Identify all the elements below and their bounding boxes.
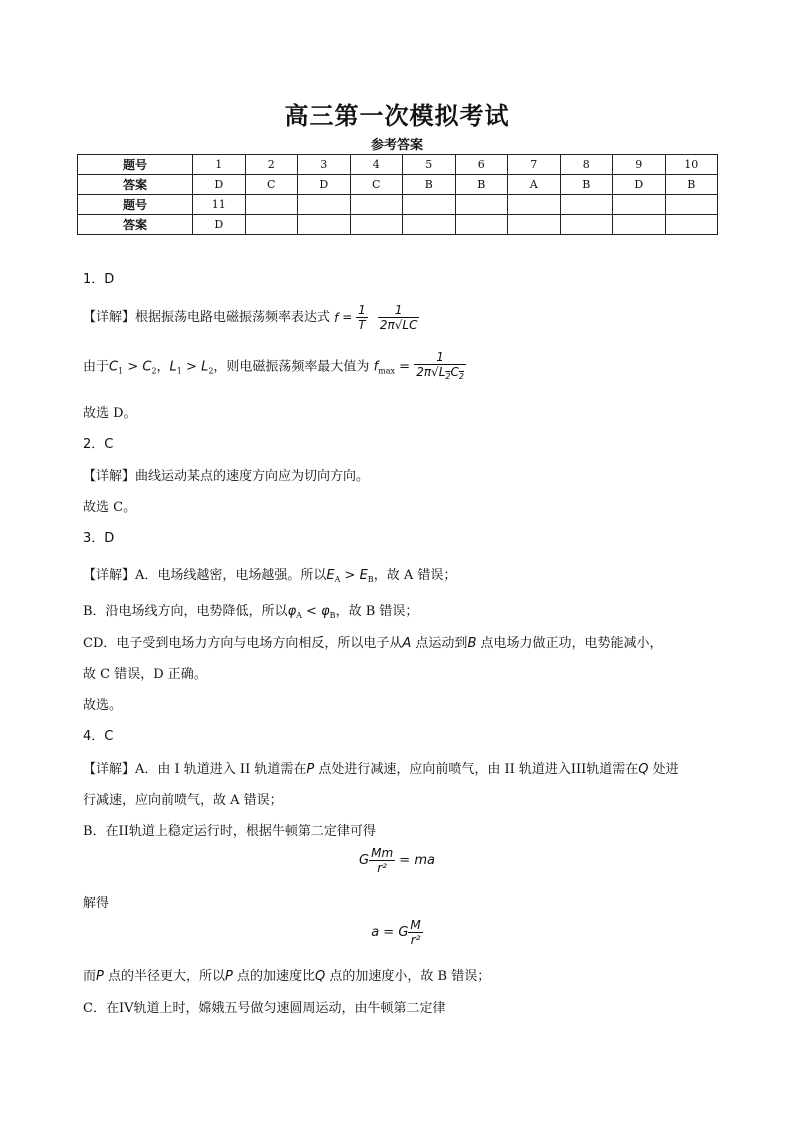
table-cell: 2 <box>245 155 298 175</box>
fraction: $\frac{Mm}{\text{r²}}$ <box>371 846 394 875</box>
q2-conclusion: 故选 C。 <box>83 500 137 515</box>
table-cell: C <box>245 175 298 195</box>
q1-explanation-2: 由于$C_1 > C_2$，$L_1 > L_2$，则电磁振荡频率最大值为 $f_{max}$ = $\frac{1}{2\pi√L_2C_2}$ <box>83 350 466 384</box>
q4-option-c: C．在IV轨道上时，嫦娥五号做匀速圆周运动，由牛顿第二定律 <box>83 1001 446 1016</box>
page-subtitle: 参考答案 <box>370 138 423 153</box>
table-row <box>78 175 718 195</box>
q3-text-cd2: 点运动到 <box>415 636 468 651</box>
q3-detail-tag: 【详解】 <box>83 568 136 583</box>
table-cell <box>613 195 666 215</box>
table-cell <box>665 195 718 215</box>
table-cell: B <box>455 175 508 195</box>
q3-text-cd3: 点电场力做正功，电势能减小， <box>480 636 663 651</box>
q2-text: 曲线运动某点的速度方向应为切向方向。 <box>135 469 370 484</box>
table-cell: 4 <box>350 155 403 175</box>
q3-option-cd: CD．电子受到电场力方向与电场方向相反，所以电子从A 点运动到B 点电场力做正功，电势能减小， <box>83 636 663 651</box>
table-cell: 5 <box>403 155 456 175</box>
table-row <box>78 155 718 175</box>
q4-text-a2: 点处进行减速，应向前喷气，由 II 轨道进入III轨道需在 <box>318 762 639 777</box>
table-cell: D <box>298 175 351 195</box>
table-cell: B <box>665 175 718 195</box>
q4-option-a: 【详解】A．由 I 轨道进入 II 轨道需在P 点处进行减速，应向前喷气，由 II 轨道进入III轨道需在Q 处进 <box>83 762 679 777</box>
table-cell: 7 <box>508 155 561 175</box>
q4-option-b: B．在II轨道上稳定运行时，根据牛顿第二定律可得 <box>83 824 376 839</box>
q4-detail-tag: 【详解】 <box>83 762 136 777</box>
table-cell: C <box>350 175 403 195</box>
table-cell <box>665 215 718 235</box>
table-cell: 6 <box>455 155 508 175</box>
q4-text-b3c: 点的加速度比 <box>237 969 316 984</box>
q4-equation-accel: a = G $\frac{M}{\text{r²}}$ <box>371 918 421 947</box>
table-cell <box>403 195 456 215</box>
table-cell <box>560 195 613 215</box>
table-row <box>78 195 718 215</box>
q3-text-a1: A．电场线越密，电场越强。所以 <box>135 568 327 583</box>
table-row <box>78 215 718 235</box>
q2-detail-tag: 【详解】 <box>83 469 136 484</box>
q1-heading: 1．D <box>83 272 115 287</box>
q4-text-b3a: 而 <box>83 969 97 984</box>
q1-text-2: 由于 <box>83 359 110 375</box>
q1-comma: ， <box>156 359 170 375</box>
q1-text-1: 根据振荡电路电磁振荡频率表达式 <box>135 310 331 325</box>
table-cell: 9 <box>613 155 666 175</box>
q1-conclusion: 故选 D。 <box>83 406 137 421</box>
table-cell <box>350 215 403 235</box>
fraction: $\frac{1}{2\pi√LC}$ <box>379 303 418 332</box>
table-cell <box>508 215 561 235</box>
q1-formula-f: f <box>334 310 339 325</box>
table-cell: B <box>560 175 613 195</box>
q4-text-b3b: 点的半径更大，所以 <box>108 969 226 984</box>
table-header-cell: 题号 <box>78 195 193 215</box>
q4-text-a3: 处进 <box>652 762 679 777</box>
page-title: 高三第一次模拟考试 <box>284 102 510 130</box>
table-cell <box>508 195 561 215</box>
q1-text-2c: ，则电磁振荡频率最大值为 <box>213 359 370 375</box>
fraction: $\frac{M}{\text{r²}}$ <box>410 918 421 947</box>
table-cell: 3 <box>298 155 351 175</box>
q3-option-a: 【详解】A．电场线越密，电场越强。所以$E_A > E_B$，故 A 错误； <box>83 568 457 584</box>
q1-explanation-1: 【详解】根据振荡电路电磁振荡频率表达式 f = $\frac{1}{T}$ $\frac{1}{2\pi√LC}$ <box>83 303 418 332</box>
q3-heading: 3．D <box>83 531 115 546</box>
q3-text-a2: ，故 A 错误； <box>373 568 457 583</box>
table-cell <box>455 195 508 215</box>
table-cell <box>403 215 456 235</box>
q4-solve-label: 解得 <box>83 896 110 911</box>
q4-heading: 4．C <box>83 729 114 744</box>
table-cell: B <box>403 175 456 195</box>
table-header-cell: 题号 <box>78 155 193 175</box>
q4-option-a-cont: 行减速，应向前喷气，故 A 错误； <box>83 793 283 808</box>
table-cell <box>455 215 508 235</box>
table-cell <box>245 195 298 215</box>
answer-table <box>77 154 718 235</box>
table-cell: 10 <box>665 155 718 175</box>
q4-equation-gravity: G $\frac{Mm}{\text{r²}}$ = ma <box>359 846 435 875</box>
q3-option-b: B．沿电场线方向，电势降低，所以$\varphi_A < \varphi_B$，故 B 错误； <box>83 604 419 620</box>
table-cell <box>560 215 613 235</box>
table-cell <box>298 215 351 235</box>
table-cell: D <box>193 175 246 195</box>
table-cell: A <box>508 175 561 195</box>
q3-text-cd1: CD．电子受到电场力方向与电场方向相反，所以电子从 <box>83 636 403 651</box>
table-header-cell: 答案 <box>78 175 193 195</box>
table-cell: 11 <box>193 195 246 215</box>
table-cell: D <box>613 175 666 195</box>
q1-detail-tag: 【详解】 <box>83 310 136 325</box>
table-cell: 1 <box>193 155 246 175</box>
table-header-cell: 答案 <box>78 215 193 235</box>
fraction: $\frac{1}{2\pi√L_2C_2}$ <box>416 350 464 381</box>
q3-option-cd-cont: 故 C 错误，D 正确。 <box>83 667 207 682</box>
table-cell <box>298 195 351 215</box>
fraction: $\frac{1}{T}$ <box>358 303 366 332</box>
q4-text-a1: A．由 I 轨道进入 II 轨道需在 <box>135 762 307 777</box>
q3-text-b1: B．沿电场线方向，电势降低，所以 <box>83 604 288 619</box>
q4-text-b3d: 点的加速度小，故 B 错误； <box>329 969 491 984</box>
table-cell: 8 <box>560 155 613 175</box>
table-cell <box>613 215 666 235</box>
q2-heading: 2．C <box>83 437 114 452</box>
q3-conclusion: 故选。 <box>83 698 123 713</box>
q2-explanation <box>83 465 369 484</box>
table-cell <box>245 215 298 235</box>
table-cell <box>350 195 403 215</box>
table-cell: D <box>193 215 246 235</box>
q4-option-b-cont: 而P 点的半径更大，所以P 点的加速度比Q 点的加速度小，故 B 错误； <box>83 969 491 984</box>
q3-text-b2: ，故 B 错误； <box>335 604 419 619</box>
